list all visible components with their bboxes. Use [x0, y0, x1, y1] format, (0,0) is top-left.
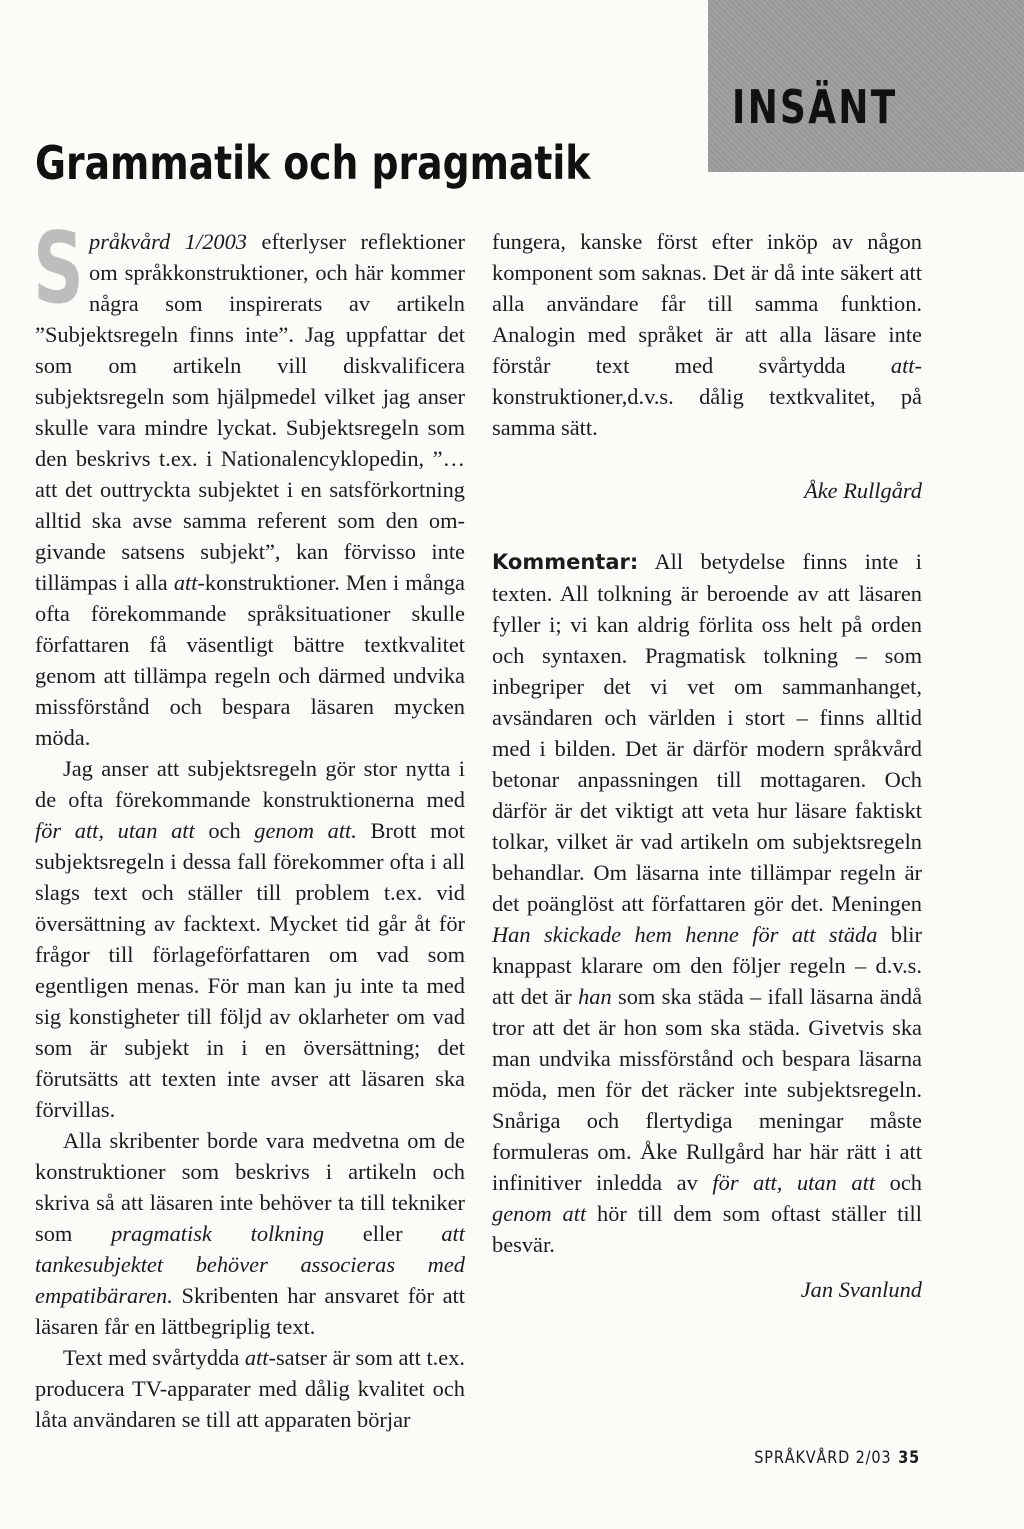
article-paragraph-2: Jag anser att subjektsregeln gör stor nytta i de ofta förekommande konstruktionerna med för att, utan att och genom att. Brott mot subjektsregeln i dessa fall förekommer ofta i all slags text och ställer till problem t.ex. vid översättning av facktext. Mycket tid går åt för frågor till förlageförfattaren om vad som egentligen menas. För man kan ju inte ta med sig konstigheter till följd av oklarheter om vad som är subjekt in i en översättning; det förutsätts att texten inte avser att läsaren ska förvillas.: [35, 756, 465, 1122]
section-label: INSÄNT: [732, 80, 898, 134]
article-title: Grammatik och pragmatik: [35, 136, 591, 190]
author-signature: Åke Rullgård: [804, 478, 922, 503]
magazine-issue: SPRÅKVÅRD 2/03: [754, 1448, 892, 1468]
article-paragraph-4: Text med svårtydda att-satser är som att t.ex. producera TV-apparater med dålig kvalitet och låta användaren se till att apparaten börjar: [35, 1345, 466, 1432]
page-footer: [754, 1448, 920, 1468]
drop-cap: S: [33, 212, 84, 326]
article-column-right: [492, 226, 922, 1305]
article-column-left: [33, 212, 466, 1435]
article-paragraph-4-continued: fungera, kanske först efter inköp av någon komponent som saknas. Det är då inte säkert att alla användare får till samma funktion. Analogin med språket är att alla läsare inte förstår text med svårtydda att-konstruktioner,d.v.s. dålig textkvalitet, på samma sätt.: [492, 229, 922, 440]
page-number: 35: [898, 1448, 920, 1468]
editor-comment: Kommentar: All betydelse finns inte i texten. All tolkning är beroende av att läsaren fyller i; vi kan aldrig förlita oss helt på orden och syntaxen. Pragmatisk tolkning – som inbegriper det vi vet om sammanhanget, avsändaren och världen i stort – finns alltid med i bilden. Det är därför modern språkvård betonar anpassningen till mottagaren. Och därför är det viktigt att veta hur läsare faktiskt tolkar, vilket är vad artikeln om subjektsregeln behandlar. Om läsarna inte tillämpar regeln är det poänglöst att författaren gör det. Meningen Han skickade hem henne för att städa blir knappast klarare om den följer regeln – d.v.s. att det är han som ska städa – ifall läsarna ändå tror att det är hon som ska städa. Givetvis ska man undvika missförstånd och bespara läsarna möda, men för det räcker inte subjektsregeln. Snåriga och flertydiga meningar måste formuleras om. Åke Rullgård har här rätt i att infinitiver inledda av för att, utan att och genom att hör till dem som oftast ställer till besvär.: [492, 549, 923, 1257]
paragraph-4-continued: -satser är som att t.ex. producera TV-apparater med dålig kvalitet och låta användaren se till att apparaten börjar: [35, 1345, 466, 1432]
editor-signature: Jan Svanlund: [800, 1277, 922, 1302]
article-paragraph-3: Alla skribenter borde vara medvetna om de konstruktioner som beskrivs i artikeln och skriva så att läsaren inte behöver ta till tekniker som pragmatisk tolkning eller att tankesubjektet behöver associeras med empatibäraren. Skribenten har ansvaret för att läsaren får en lättbegriplig text.: [35, 1128, 465, 1339]
comment-label: Kommentar:: [492, 550, 639, 574]
section-tab: [708, 0, 1024, 172]
article-paragraph-1: Språkvård 1/2003 efterlyser reflektioner om språkkonstruktioner, och här kommer några som inspirerats av artikeln ”Subjektsregeln finns inte”. Jag uppfattar det som om artikeln vill diskvalificera subjektsregeln som hjälpmedel vilket jag anser skulle vara mindre lyckat. Subjektsregeln som den beskrivs t.ex. i Nationalencyklopedin, ”…att det outtryckta subjektet i en satsförkortning alltid ska avse samma referent som den omgivande satsens subjekt”, kan förvisso inte tillämpas i alla att-konstruktioner. Men i många ofta förekommande språksituationer skulle författaren få väsentligt bättre textkvalitet genom att tillämpa regeln och därmed undvika missförstånd och bespara läsaren mycken möda.: [33, 212, 465, 750]
